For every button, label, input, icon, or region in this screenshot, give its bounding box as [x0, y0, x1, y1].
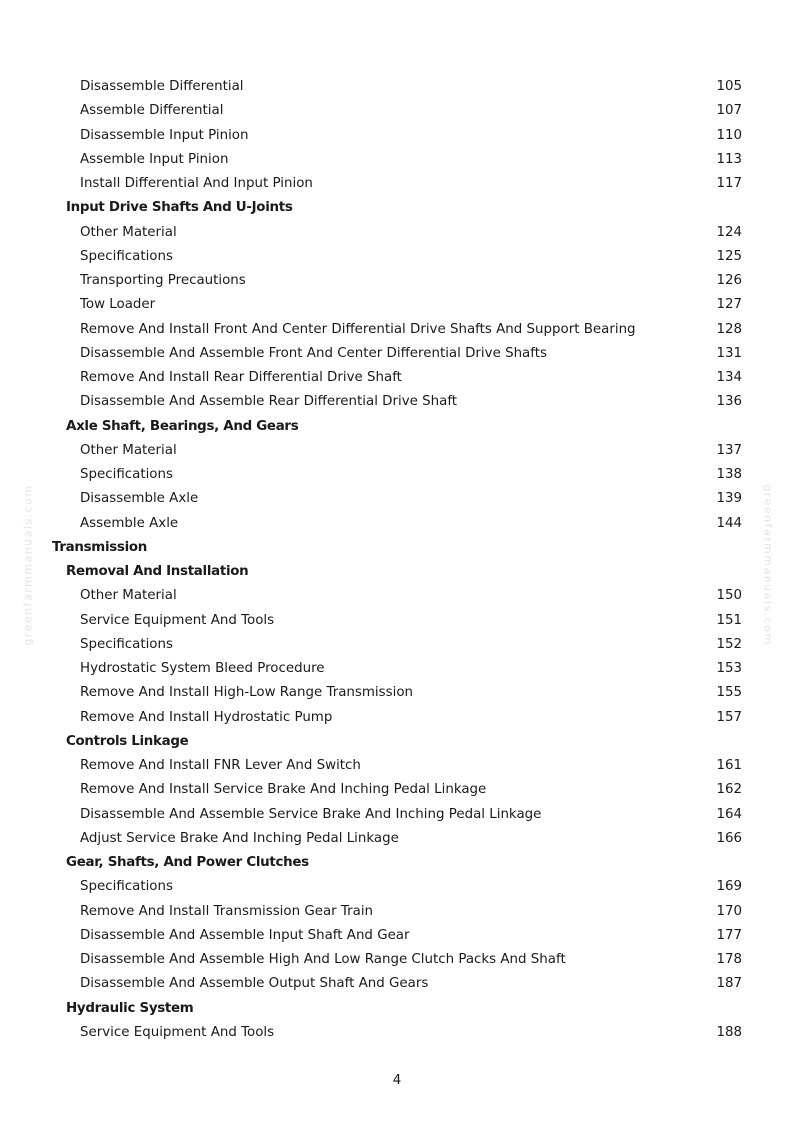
toc-entry[interactable] — [0, 681, 794, 705]
toc-entry[interactable] — [0, 269, 794, 293]
toc-entry-page: 137 — [716, 442, 742, 458]
toc-section-heading[interactable] — [0, 997, 794, 1021]
toc-entry-title: Disassemble Input Pinion — [80, 127, 249, 143]
toc-section-heading[interactable] — [0, 730, 794, 754]
toc-entry[interactable] — [0, 245, 794, 269]
toc-section-heading[interactable] — [0, 560, 794, 584]
toc-entry[interactable] — [0, 633, 794, 657]
toc-entry-title: Axle Shaft, Bearings, And Gears — [66, 418, 299, 434]
toc-entry-title: Remove And Install High-Low Range Transmission — [80, 685, 413, 701]
toc-entry-page: 127 — [716, 297, 742, 313]
toc-entry[interactable] — [0, 948, 794, 972]
toc-entry[interactable] — [0, 463, 794, 487]
toc-entry-title: Assemble Axle — [80, 515, 179, 531]
toc-entry-page: 166 — [716, 830, 742, 846]
toc-entry-page: 161 — [716, 758, 742, 773]
toc-entry-page: 128 — [716, 321, 742, 337]
toc-section-heading[interactable] — [0, 536, 794, 560]
toc-entry-title: Specifications — [80, 467, 173, 482]
toc-entry-title: Controls Linkage — [66, 733, 189, 749]
toc-entry[interactable] — [0, 390, 794, 414]
toc-entry-page: 110 — [716, 127, 742, 143]
toc-entry-page: 162 — [716, 782, 742, 798]
toc-entry-title: Remove And Install Rear Differential Drive Shaft — [80, 370, 402, 385]
toc-entry-page: 136 — [716, 394, 742, 410]
toc-entry-title: Disassemble And Assemble Rear Differential Drive Shaft — [80, 394, 458, 410]
toc-entry-title: Disassemble Axle — [80, 491, 199, 507]
toc-entry-title: Remove And Install Hydrostatic Pump — [80, 709, 333, 725]
toc-entry-title: Hydrostatic System Bleed Procedure — [80, 661, 325, 676]
toc-entry-page: 151 — [716, 612, 742, 628]
toc-entry-page: 150 — [716, 588, 742, 604]
toc-entry-page: 153 — [716, 661, 742, 676]
toc-entry-title: Disassemble And Assemble Output Shaft And Gears — [80, 976, 429, 992]
toc-entry[interactable] — [0, 657, 794, 681]
toc-entry-page: 105 — [716, 79, 742, 94]
toc-entry-page: 157 — [716, 709, 742, 725]
watermark-right: greenfarmmanuals.com — [761, 484, 775, 646]
toc-entry-title: Transporting Precautions — [80, 273, 246, 288]
toc-entry[interactable] — [0, 99, 794, 123]
toc-entry-title: Disassemble Differential — [80, 79, 244, 94]
toc-entry-title: Remove And Install Front And Center Differential Drive Shafts And Support Bearing — [80, 321, 636, 337]
toc-entry-page: 117 — [716, 176, 742, 191]
toc-section-heading[interactable] — [0, 415, 794, 439]
toc-entry[interactable] — [0, 803, 794, 827]
table-of-contents — [0, 75, 794, 1045]
toc-entry-title: Service Equipment And Tools — [80, 1024, 275, 1040]
toc-entry-page: 124 — [716, 224, 742, 240]
toc-entry-title: Remove And Install Service Brake And Inching Pedal Linkage — [80, 782, 487, 798]
toc-entry-title: Tow Loader — [80, 297, 156, 313]
toc-entry-title: Adjust Service Brake And Inching Pedal Linkage — [80, 830, 399, 846]
toc-entry-title: Specifications — [80, 248, 173, 264]
toc-entry[interactable] — [0, 972, 794, 996]
toc-entry-page: 169 — [716, 879, 742, 895]
toc-entry-title: Hydraulic System — [66, 1000, 194, 1016]
toc-entry[interactable] — [0, 778, 794, 802]
toc-entry-title: Remove And Install Transmission Gear Train — [80, 903, 374, 919]
toc-entry[interactable] — [0, 1021, 794, 1045]
toc-entry[interactable] — [0, 487, 794, 511]
toc-entry-page: 188 — [716, 1024, 742, 1040]
toc-entry-title: Disassemble And Assemble Service Brake And Inching Pedal Linkage — [80, 806, 542, 822]
toc-entry[interactable] — [0, 293, 794, 317]
toc-entry-page: 134 — [716, 370, 742, 385]
toc-entry[interactable] — [0, 439, 794, 463]
toc-section-heading[interactable] — [0, 851, 794, 875]
toc-entry-title: Specifications — [80, 879, 173, 895]
toc-entry[interactable] — [0, 827, 794, 851]
toc-entry-page: 187 — [716, 976, 742, 992]
toc-entry[interactable] — [0, 706, 794, 730]
toc-entry-title: Gear, Shafts, And Power Clutches — [66, 855, 309, 870]
toc-entry-title: Input Drive Shafts And U-Joints — [66, 200, 293, 216]
toc-entry[interactable] — [0, 318, 794, 342]
toc-section-heading[interactable] — [0, 196, 794, 220]
toc-entry-page: 178 — [716, 952, 742, 967]
toc-entry-page: 144 — [716, 515, 742, 531]
toc-entry-page: 125 — [716, 248, 742, 264]
toc-entry[interactable] — [0, 221, 794, 245]
toc-entry[interactable] — [0, 609, 794, 633]
toc-entry-title: Install Differential And Input Pinion — [80, 176, 313, 191]
toc-entry-title: Specifications — [80, 636, 173, 652]
toc-entry-title: Assemble Differential — [80, 103, 224, 119]
toc-entry-page: 139 — [716, 491, 742, 507]
toc-entry-title: Other Material — [80, 224, 177, 240]
toc-entry-page: 126 — [716, 273, 742, 288]
page-number: 4 — [392, 1073, 402, 1088]
toc-entry-title: Disassemble And Assemble High And Low Range Clutch Packs And Shaft — [80, 952, 566, 967]
toc-entry-page: 152 — [716, 636, 742, 652]
toc-entry-title: Transmission — [52, 539, 148, 555]
toc-entry-title: Removal And Installation — [66, 564, 249, 579]
toc-entry-title: Remove And Install FNR Lever And Switch — [80, 758, 361, 773]
toc-entry[interactable] — [0, 754, 794, 778]
toc-entry-page: 164 — [716, 806, 742, 822]
toc-entry[interactable] — [0, 342, 794, 366]
toc-entry[interactable] — [0, 366, 794, 390]
toc-entry-page: 113 — [716, 151, 742, 167]
toc-entry-title: Disassemble And Assemble Input Shaft And Gear — [80, 927, 410, 943]
toc-entry-title: Service Equipment And Tools — [80, 612, 275, 628]
toc-entry[interactable] — [0, 512, 794, 536]
toc-entry-page: 138 — [716, 467, 742, 482]
toc-entry-page: 155 — [716, 685, 742, 701]
toc-entry-page: 177 — [716, 927, 742, 943]
toc-entry[interactable] — [0, 148, 794, 172]
toc-entry[interactable] — [0, 924, 794, 948]
toc-entry[interactable] — [0, 172, 794, 196]
toc-entry[interactable] — [0, 584, 794, 608]
toc-entry[interactable] — [0, 875, 794, 899]
toc-entry[interactable] — [0, 124, 794, 148]
toc-entry-page: 107 — [716, 103, 742, 119]
toc-entry-title: Assemble Input Pinion — [80, 151, 229, 167]
toc-entry-page: 170 — [716, 903, 742, 919]
toc-entry[interactable] — [0, 75, 794, 99]
toc-entry-title: Other Material — [80, 588, 177, 604]
watermark-left: greenfarmmanuals.com — [21, 484, 35, 646]
toc-entry-title: Disassemble And Assemble Front And Center Differential Drive Shafts — [80, 345, 547, 361]
toc-entry[interactable] — [0, 900, 794, 924]
toc-entry-page: 131 — [716, 345, 742, 361]
toc-entry-title: Other Material — [80, 442, 177, 458]
